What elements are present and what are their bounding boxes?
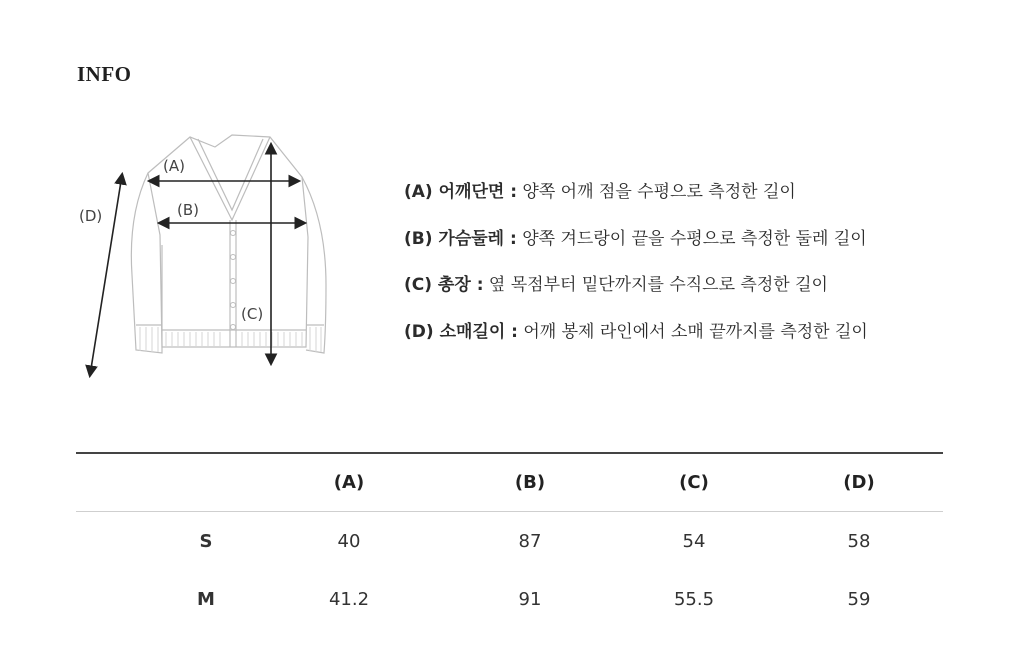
label-b: (B) — [177, 201, 199, 219]
description-key: (B) 가슴둘레 : — [404, 228, 517, 249]
description-text: 양쪽 겨드랑이 끝을 수평으로 측정한 둘레 길이 — [516, 228, 867, 249]
description-b — [404, 219, 868, 266]
description-key: (A) 어깨단면 : — [404, 182, 518, 202]
table-cell: 41.2 — [328, 588, 370, 610]
measurement-descriptions — [404, 172, 868, 358]
table-cell: 59 — [847, 588, 871, 610]
description-key: (C) 총장 : — [404, 275, 484, 295]
description-d — [404, 312, 868, 359]
table-cell: 40 — [337, 530, 361, 552]
description-text: 어깨 봉제 라인에서 소매 끝까지를 측정한 길이 — [517, 321, 868, 342]
label-c: (C) — [241, 305, 264, 323]
size-table — [76, 452, 943, 628]
cardigan-illustration — [70, 125, 360, 385]
description-text: 양쪽 어깨 점을 수평으로 측정한 길이 — [517, 182, 796, 202]
size-label: M — [197, 588, 215, 610]
page-title: INFO — [77, 62, 132, 86]
description-text: 옆 목점부터 밑단까지를 수직으로 측정한 길이 — [483, 275, 828, 295]
description-key: (D) 소매길이 : — [404, 321, 518, 342]
table-header-row — [76, 454, 943, 512]
header-b: (B) — [514, 472, 546, 493]
table-row — [76, 512, 943, 570]
header-c: (C) — [679, 472, 709, 493]
table-cell: 91 — [518, 588, 542, 610]
table-row — [76, 570, 943, 628]
cardigan-measurement-diagram — [70, 125, 360, 385]
header-a: (A) — [333, 472, 365, 493]
label-d: (D) — [79, 207, 103, 225]
label-a: (A) — [163, 157, 185, 175]
table-cell: 58 — [847, 530, 871, 552]
table-cell: 55.5 — [673, 588, 715, 610]
table-cell: 54 — [682, 530, 706, 552]
description-a — [404, 172, 868, 219]
description-c — [404, 265, 868, 312]
table-cell: 87 — [518, 530, 542, 552]
size-label: S — [199, 530, 213, 552]
header-d: (D) — [843, 472, 875, 493]
